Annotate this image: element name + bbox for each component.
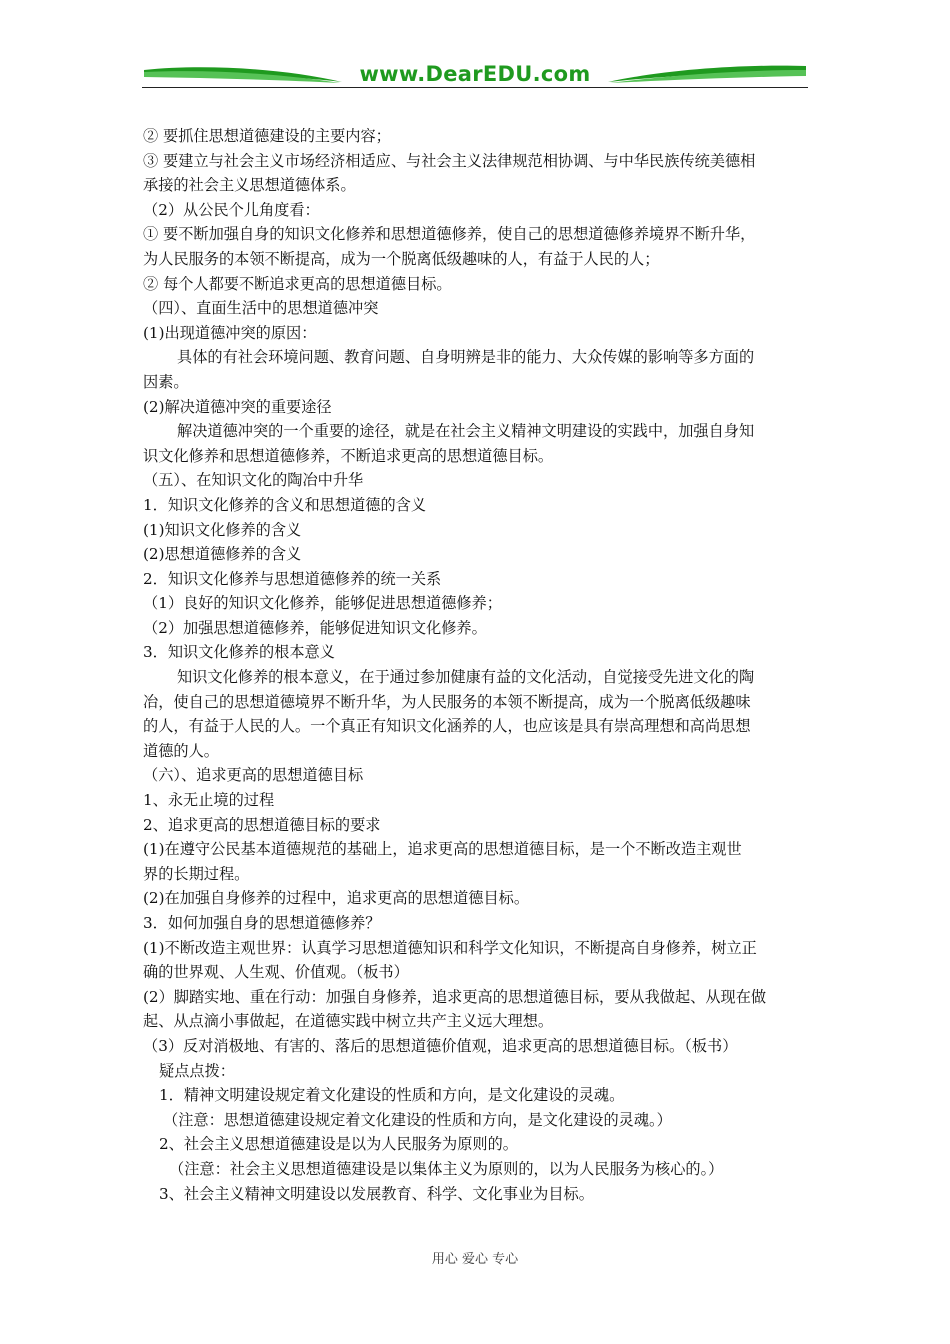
text-line: 解决道德冲突的一个重要的途径，就是在社会主义精神文明建设的实践中，加强自身知 (177, 422, 755, 441)
text-line: (1)在遵守公民基本道德规范的基础上，追求更高的思想道德目标，是一个不断改造主观世 (143, 840, 742, 859)
text-line: （2）加强思想道德修养，能够促进知识文化修养。 (143, 618, 487, 637)
text-line: 具体的有社会环境问题、教育问题、自身明辨是非的能力、大众传媒的影响等多方面的 (177, 348, 755, 367)
document-body (143, 124, 809, 1206)
page-header (142, 56, 808, 96)
text-line: 确的世界观、人生观、价值观。（板书） (143, 963, 409, 982)
header-divider (142, 87, 808, 88)
text-line: (2）脚踏实地、重在行动：加强自身修养，追求更高的思想道德目标，要从我做起、从现在做 (143, 987, 767, 1006)
text-line: ② 要抓住思想道德建设的主要内容； (143, 127, 391, 145)
text-line: 识文化修养和思想道德修养，不断追求更高的思想道德目标。 (143, 446, 554, 465)
text-line: （3）反对消极地、有害的、落后的思想道德价值观，追求更高的思想道德目标。（板书） (143, 1036, 738, 1055)
text-line: 1．知识文化修养的含义和思想道德的含义 (143, 495, 427, 514)
text-line: 3．知识文化修养的根本意义 (143, 643, 335, 662)
text-line: 承接的社会主义思想道德体系。 (143, 176, 356, 195)
text-line: 2．知识文化修养与思想道德修养的统一关系 (143, 569, 442, 588)
text-line: 因素。 (143, 372, 189, 391)
text-line: 起、从点滴小事做起，在道德实践中树立共产主义远大理想。 (143, 1012, 554, 1031)
text-line: （2）从公民个儿角度看： (143, 200, 320, 219)
text-line: 3、社会主义精神文明建设以发展教育、科学、文化事业为目标。 (159, 1184, 594, 1203)
text-line: (1)不断改造主观世界：认真学习思想道德知识和科学文化知识，不断提高自身修养，树立正 (143, 938, 757, 957)
text-line: 2、社会主义思想道德建设是以为人民服务为原则的。 (159, 1135, 518, 1154)
text-line: 的人，有益于人民的人。一个真正有知识文化涵养的人，也应该是具有崇高理想和高尚思想 (143, 717, 751, 736)
text-line: 道德的人。 (143, 741, 219, 760)
text-line: （五）、在知识文化的陶冶中升华 (143, 471, 364, 490)
text-line: （四）、直面生活中的思想道德冲突 (143, 299, 379, 318)
text-line: 冶，使自己的思想道德境界不断升华，为人民服务的本领不断提高，成为一个脱离低级趣味 (143, 692, 751, 711)
text-line: 知识文化修养的根本意义，在于通过参加健康有益的文化活动，自觉接受先进文化的陶 (177, 668, 755, 687)
text-line: （注意：社会主义思想道德建设是以集体主义为原则的，以为人民服务为核心的。） (169, 1159, 724, 1178)
text-line: ③ 要建立与社会主义市场经济相适应、与社会主义法律规范相协调、与中华民族传统美德相 (143, 151, 756, 170)
text-line: 1、永无止境的过程 (143, 791, 275, 810)
text-line: (2)思想道德修养的含义 (143, 545, 302, 564)
text-line: 2、追求更高的思想道德目标的要求 (143, 815, 381, 834)
text-line: 界的长期过程。 (143, 864, 250, 883)
text-line: 疑点点拨： (159, 1061, 235, 1080)
text-line: （六）、追求更高的思想道德目标 (143, 766, 364, 785)
text-line: ① 要不断加强自身的知识文化修养和思想道德修养，使自己的思想道德修养境界不断升华， (143, 225, 756, 244)
site-logo[interactable]: www.DearEDU.com (359, 62, 591, 86)
text-line: ② 每个人都要不断追求更高的思想道德目标。 (143, 274, 452, 293)
text-line: (1)出现道德冲突的原因： (143, 323, 317, 342)
text-line: （注意：思想道德建设规定着文化建设的性质和方向，是文化建设的灵魂。） (163, 1110, 672, 1129)
text-line: 3．如何加强自身的思想道德修养？ (143, 914, 381, 932)
text-line: （1）良好的知识文化修养，能够促进思想道德修养； (143, 594, 502, 613)
page-footer: 用心 爱心 专心 (431, 1252, 519, 1267)
text-line: (1)知识文化修养的含义 (143, 520, 302, 539)
text-line: (2)在加强自身修养的过程中，追求更高的思想道德目标。 (143, 889, 530, 908)
text-line: 为人民服务的本领不断提高，成为一个脱离低级趣味的人，有益于人民的人； (143, 249, 660, 268)
text-line: 1．精神文明建设规定着文化建设的性质和方向，是文化建设的灵魂。 (159, 1086, 625, 1105)
text-line: (2)解决道德冲突的重要途径 (143, 397, 332, 416)
